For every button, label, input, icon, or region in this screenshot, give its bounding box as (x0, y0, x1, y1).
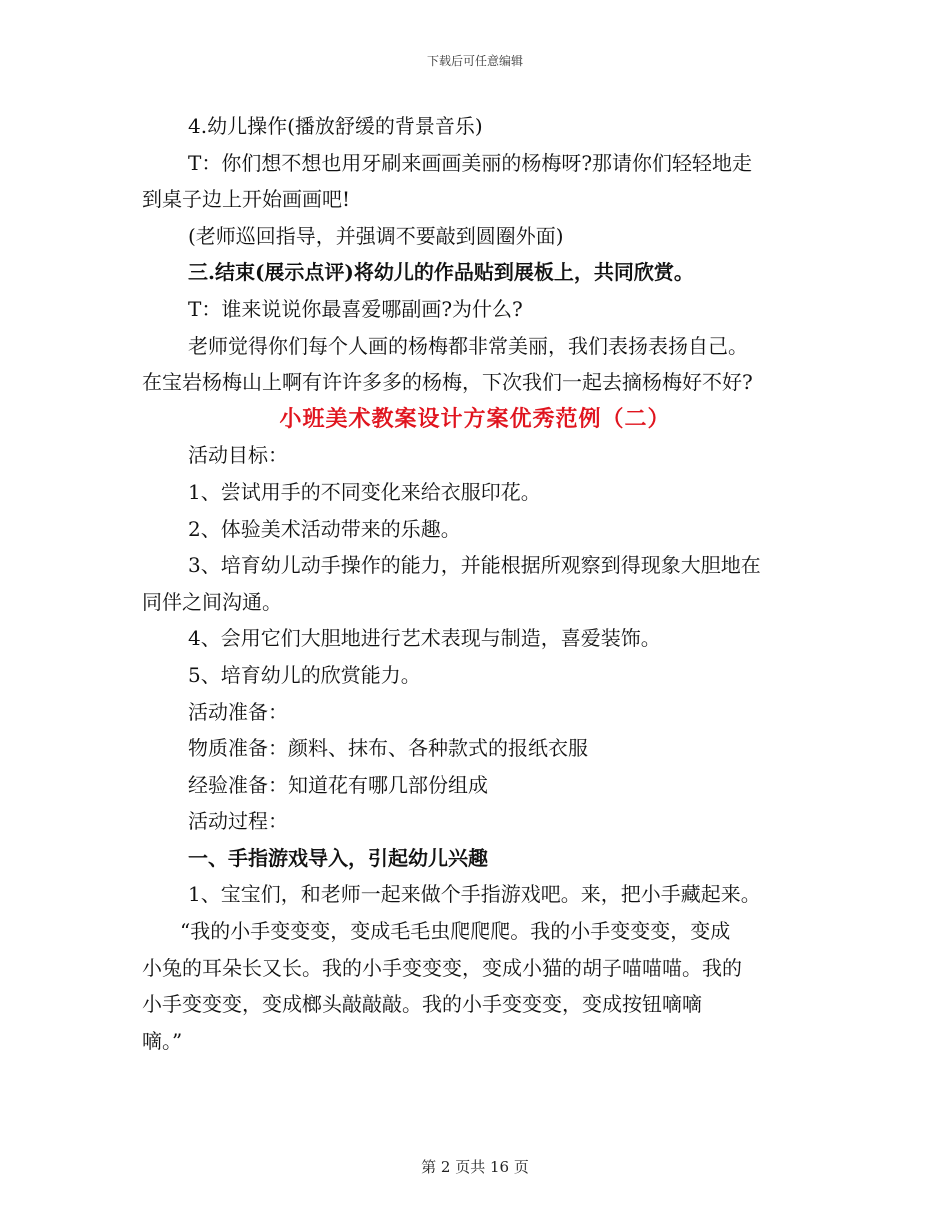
section-title: 三.结束(展示点评)将幼儿的作品贴到展板上，共同欣赏。 (188, 260, 694, 285)
paragraph-line: 老师觉得你们每个人画的杨梅都非常美丽，我们表扬表扬自己。 (188, 333, 748, 358)
paragraph-line: 小兔的耳朵长又长。我的小手变变变，变成小猫的胡子喵喵喵。我的 (142, 955, 742, 980)
page-header: 下载后可任意编辑 (426, 54, 523, 68)
paragraph-line: (老师巡回指导，并强调不要敲到圆圈外面) (188, 223, 564, 248)
list-item: 2、体验美术活动带来的乐趣。 (188, 516, 461, 541)
paragraph-line: 小手变变变，变成榔头敲敲敲。我的小手变变变，变成按钮嘀嘀 (142, 992, 702, 1017)
paragraph-line: 嘀。” (142, 1028, 183, 1053)
document-heading: 小班美术教案设计方案优秀范例（二） (279, 405, 671, 432)
list-item: 1、尝试用手的不同变化来给衣服印花。 (188, 479, 541, 504)
paragraph-line: 同伴之间沟通。 (142, 589, 282, 614)
paragraph-line: T：谁来说说你最喜爱哪副画?为什么? (188, 296, 523, 321)
paragraph-line: 经验准备：知道花有哪几部份组成 (188, 772, 488, 797)
list-item: 5、培育幼儿的欣赏能力。 (188, 662, 421, 687)
paragraph-line: 活动目标： (188, 443, 288, 468)
paragraph-line: 到桌子边上开始画画吧! (142, 187, 351, 212)
paragraph-line: 物质准备：颜料、抹布、各种款式的报纸衣服 (188, 736, 588, 761)
page-footer: 第 2 页共 16 页 (421, 1158, 529, 1176)
paragraph-line: 在宝岩杨梅山上啊有许许多多的杨梅，下次我们一起去摘杨梅好不好? (142, 370, 753, 395)
list-item: 3、培育幼儿动手操作的能力，并能根据所观察到得现象大胆地在 (188, 553, 761, 578)
list-item: 4、会用它们大胆地进行艺术表现与制造，喜爱装饰。 (188, 626, 661, 651)
paragraph-line: 活动过程： (188, 809, 288, 834)
paragraph-line: 4.幼儿操作(播放舒缓的背景音乐) (188, 114, 483, 138)
document-body (142, 108, 808, 1059)
section-title: 一、手指游戏导入，引起幼儿兴趣 (188, 845, 488, 870)
paragraph-line: “我的小手变变变，变成毛毛虫爬爬爬。我的小手变变变，变成 (180, 919, 731, 944)
paragraph-line: 1、宝宝们，和老师一起来做个手指游戏吧。来，把小手藏起来。 (188, 882, 761, 907)
paragraph-line: 活动准备： (188, 699, 288, 724)
paragraph-line: T：你们想不想也用牙刷来画画美丽的杨梅呀?那请你们轻轻地走 (188, 150, 753, 175)
